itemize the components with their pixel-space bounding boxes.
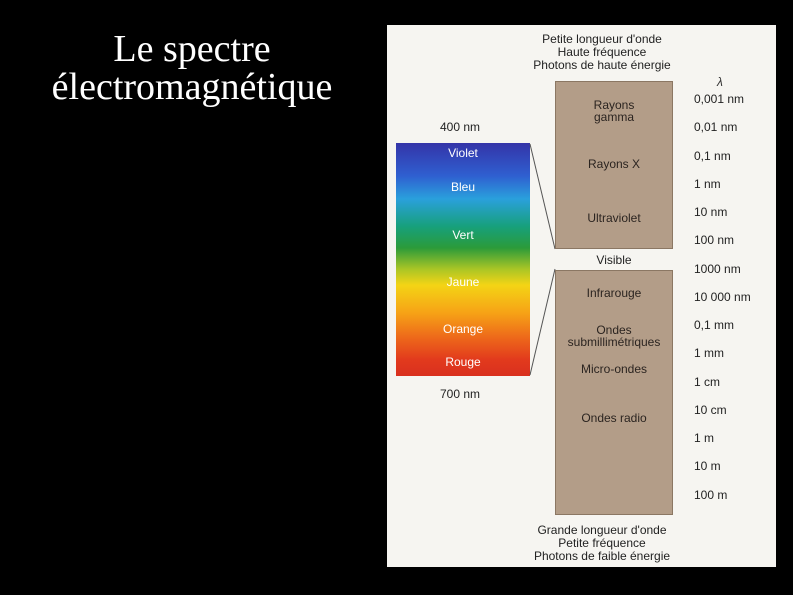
title-line-2: électromagnétique — [51, 66, 333, 108]
color-label-red: Rouge — [445, 355, 481, 369]
color-label-green: Vert — [452, 228, 474, 242]
region-x-rays: Rayons X — [587, 157, 641, 171]
connector-line-bottom — [530, 269, 555, 375]
title-line-1: Le spectre — [113, 28, 271, 70]
wavelength-tick-label: 1 m — [694, 431, 715, 445]
region-microwaves: Micro-ondes — [580, 362, 648, 376]
wavelength-tick-label: 100 m — [694, 488, 728, 502]
wavelength-tick-label: 0,1 mm — [694, 318, 735, 332]
wavelength-tick-label: 10 000 nm — [694, 290, 751, 304]
caption-line: Petite longueur d'onde — [542, 32, 662, 46]
visible-start-label: 400 nm — [439, 120, 481, 134]
connector-line-top — [530, 144, 555, 249]
color-label-orange: Orange — [442, 322, 484, 336]
caption-line: Grande longueur d'onde — [537, 523, 667, 537]
lambda-symbol: λ — [717, 75, 723, 89]
high-energy-regions-box — [555, 81, 673, 249]
spectrum-figure — [387, 25, 776, 567]
caption-line: Haute fréquence — [557, 45, 647, 59]
low-energy-regions-box — [555, 270, 673, 515]
wavelength-tick-label: 10 nm — [694, 205, 728, 219]
region-infrared: Infrarouge — [586, 286, 642, 300]
color-label-blue: Bleu — [450, 180, 476, 194]
color-label-violet: Violet — [448, 146, 478, 160]
caption-line: Photons de faible énergie — [533, 549, 671, 563]
region-gamma-rays: Rayons gamma — [593, 98, 635, 124]
visible-region-label: Visible — [596, 253, 632, 267]
region-radio-waves: Ondes radio — [581, 411, 647, 425]
long-wavelength-caption — [507, 524, 697, 563]
region-submillimeter-waves: Ondes submillimétriques — [567, 323, 661, 349]
visible-end-label: 700 nm — [439, 387, 481, 401]
caption-line: Petite fréquence — [558, 536, 646, 550]
region-ultraviolet: Ultraviolet — [587, 211, 641, 225]
wavelength-tick-label: 10 cm — [694, 403, 727, 417]
slide-title — [14, 30, 370, 106]
wavelength-tick-label: 0,001 nm — [694, 92, 745, 106]
wavelength-tick-label: 1 cm — [694, 375, 721, 389]
wavelength-tick-label: 1 mm — [694, 346, 724, 360]
color-label-yellow: Jaune — [446, 275, 480, 289]
wavelength-tick-label: 1000 nm — [694, 262, 741, 276]
wavelength-tick-label: 0,1 nm — [694, 149, 731, 163]
wavelength-tick-label: 1 nm — [694, 177, 721, 191]
wavelength-tick-label: 100 nm — [694, 233, 735, 247]
wavelength-tick-label: 10 m — [694, 459, 721, 473]
wavelength-tick-label: 0,01 nm — [694, 120, 738, 134]
caption-line: Photons de haute énergie — [533, 58, 671, 72]
